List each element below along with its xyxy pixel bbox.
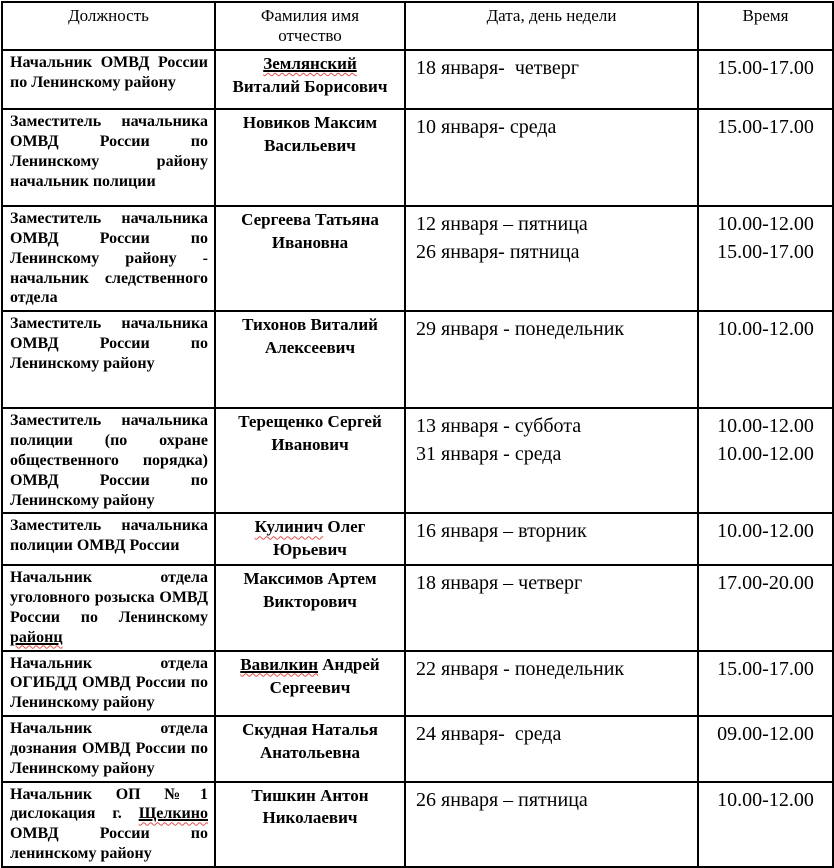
time-cell (698, 109, 833, 206)
time-line: 15.00-17.00 (717, 241, 814, 264)
position-cell (2, 782, 215, 867)
text-segment: Заместитель начальника ОМВД России по Ленинскому району - начальник следственного отдела (10, 210, 208, 307)
text-segment: Заместитель начальника ОМВД России по Ленинскому району (10, 315, 208, 372)
time-line: 15.00-17.00 (717, 116, 814, 139)
time-cell (698, 50, 833, 109)
time-cell (698, 206, 833, 311)
date-cell (405, 716, 698, 781)
date-line: 26 января- пятница (416, 241, 580, 264)
text-segment: районц (10, 628, 63, 646)
text-segment: Начальник отдела уголовного розыска ОМВД России по Ленинскому (10, 569, 208, 626)
name-cell (215, 311, 405, 408)
date-line: 10 января- среда (416, 116, 557, 139)
time-line: 15.00-17.00 (717, 657, 814, 680)
text-segment: Вавилкин (240, 654, 319, 674)
date-line: 29 января - понедельник (416, 318, 625, 341)
name-cell (215, 109, 405, 206)
time-line: 17.00-20.00 (717, 572, 814, 595)
text-segment: Виталий Борисович (232, 77, 388, 97)
header-row (2, 2, 833, 50)
name-cell (215, 651, 405, 716)
name-cell (215, 565, 405, 650)
name-cell (215, 513, 405, 565)
text-segment: Щелкино (138, 805, 208, 823)
text-segment: Начальник ОП №1 дислокация г. (10, 785, 208, 823)
misspelled-underlined-text (240, 655, 318, 674)
position-cell (2, 109, 215, 206)
name-cell (215, 50, 405, 109)
date-line: 13 января - суббота (416, 415, 582, 438)
table-row (2, 50, 833, 109)
text-segment: Андрей Сергеевич (269, 654, 380, 697)
time-line: 09.00-12.00 (717, 723, 814, 746)
text-segment: Олег Юрьевич (273, 517, 366, 560)
time-line: 10.00-12.00 (717, 415, 814, 438)
time-cell (698, 565, 833, 650)
date-cell (405, 109, 698, 206)
table-header (2, 2, 833, 50)
time-cell (698, 651, 833, 716)
text-segment: Терещенко Сергей Иванович (238, 412, 382, 455)
time-cell (698, 408, 833, 513)
header-position: Должность (2, 2, 215, 50)
header-time: Время (698, 2, 833, 50)
name-cell (215, 782, 405, 867)
time-line: 10.00-12.00 (717, 318, 814, 341)
date-line: 24 января- среда (416, 723, 562, 746)
text-segment: Заместитель начальника полиции (по охране общественного порядка) ОМВД России по Ленинскому району (10, 412, 208, 509)
name-cell (215, 206, 405, 311)
time-cell (698, 782, 833, 867)
position-cell (2, 513, 215, 565)
position-cell (2, 311, 215, 408)
text-segment: Новиков Максим Васильевич (242, 113, 378, 156)
text-segment: Максимов Артем Викторович (243, 569, 377, 612)
time-cell (698, 311, 833, 408)
header-date: Дата, день недели (405, 2, 698, 50)
table-row (2, 716, 833, 781)
text-segment: Тихонов Виталий Алексеевич (242, 315, 378, 358)
table-row (2, 206, 833, 311)
date-line: 16 января – вторник (416, 520, 587, 543)
text-segment: Заместитель начальника полиции ОМВД России (10, 517, 208, 555)
date-cell (405, 782, 698, 867)
date-line: 26 января – пятница (416, 788, 588, 811)
text-segment: Начальник ОМВД России по Ленинскому району (10, 54, 208, 91)
schedule-table (1, 1, 834, 868)
misspelled-underlined-text (10, 629, 63, 646)
table-row (2, 311, 833, 408)
position-cell (2, 408, 215, 513)
date-cell (405, 408, 698, 513)
table-row (2, 782, 833, 867)
table-row (2, 651, 833, 716)
date-cell (405, 50, 698, 109)
position-cell (2, 206, 215, 311)
position-cell (2, 716, 215, 781)
date-line: 22 января - понедельник (416, 657, 625, 680)
date-cell (405, 311, 698, 408)
position-cell (2, 50, 215, 109)
time-cell (698, 513, 833, 565)
text-segment: Начальник отдела ОГИБДД ОМВД России по Ленинскому району (10, 654, 208, 712)
table-row (2, 408, 833, 513)
position-cell (2, 565, 215, 650)
header-name: Фамилия имя отчество (215, 2, 405, 50)
time-line: 10.00-12.00 (717, 443, 814, 466)
text-segment: Землянский (263, 54, 357, 74)
date-cell (405, 513, 698, 565)
date-line: 12 января – пятница (416, 213, 588, 236)
date-cell (405, 565, 698, 650)
text-segment: ОМВД России по ленинскому району (10, 825, 208, 863)
text-segment: Заместитель начальника ОМВД России по Ленинскому району начальник полиции (10, 113, 208, 190)
time-line: 10.00-12.00 (717, 213, 814, 236)
time-line: 15.00-17.00 (717, 57, 814, 80)
time-line: 10.00-12.00 (717, 520, 814, 543)
misspelled-text: Кулинич (254, 517, 324, 537)
text-segment: Сергеева Татьяна Ивановна (241, 210, 379, 253)
misspelled-underlined-text (139, 805, 208, 822)
name-cell (215, 408, 405, 513)
table-row (2, 513, 833, 565)
time-line: 10.00-12.00 (717, 788, 814, 811)
table-row (2, 565, 833, 650)
table-row (2, 109, 833, 206)
date-cell (405, 206, 698, 311)
text-segment: Тишкин Антон Николаевич (251, 785, 369, 828)
date-line: 31 января - среда (416, 443, 562, 466)
time-cell (698, 716, 833, 781)
position-cell (2, 651, 215, 716)
text-segment: Скудная Наталья Анатольевна (242, 720, 378, 762)
name-cell (215, 716, 405, 781)
misspelled-underlined-text (263, 54, 357, 73)
date-line: 18 января- четверг (416, 57, 579, 80)
schedule-table-body (2, 50, 833, 867)
date-line: 18 января – четверг (416, 572, 583, 595)
date-cell (405, 651, 698, 716)
text-segment: Начальник отдела дознания ОМВД России по Ленинскому району (10, 720, 208, 777)
